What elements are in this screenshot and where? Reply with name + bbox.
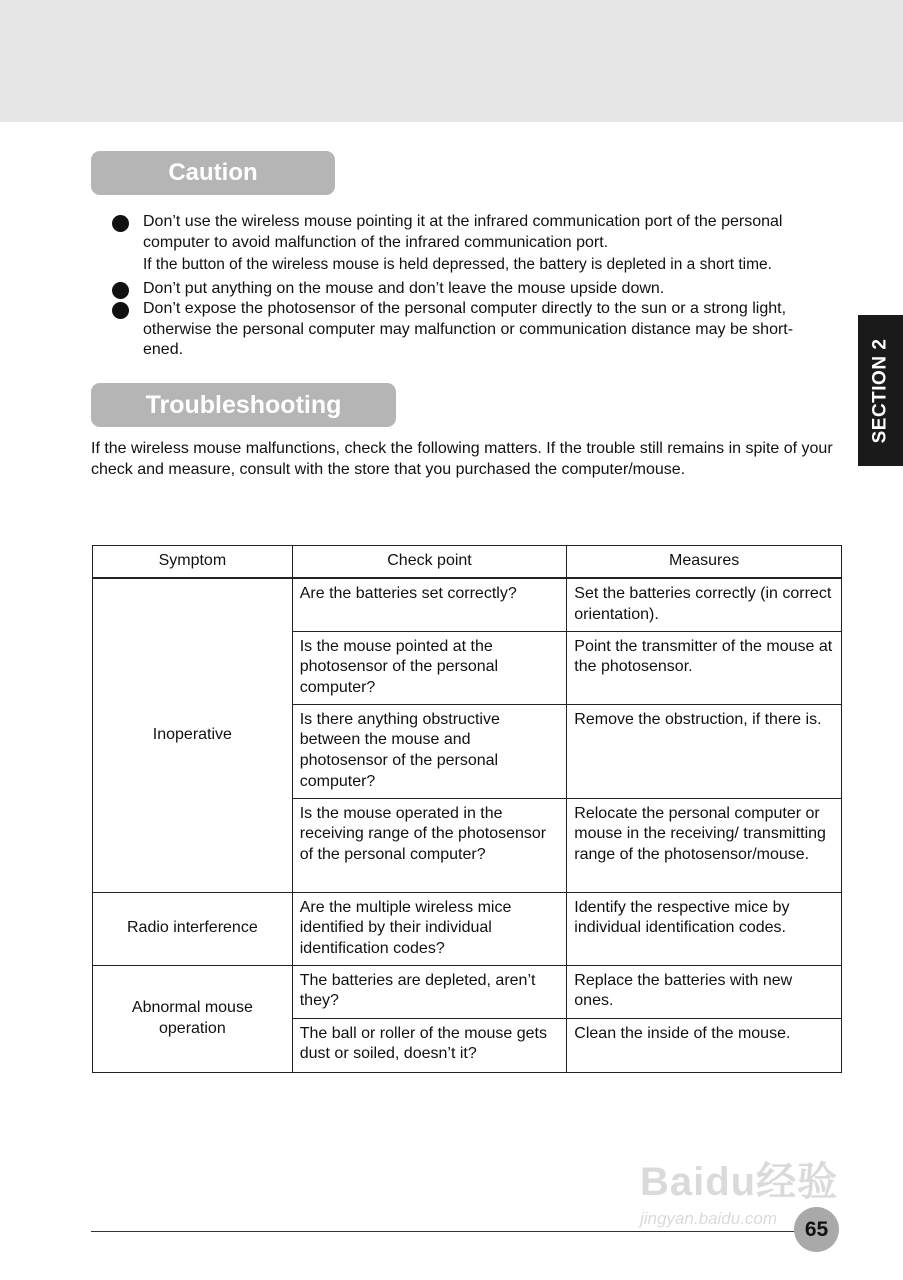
check-point-cell: Are the batteries set correctly?	[292, 578, 567, 631]
section-tab	[858, 315, 903, 466]
check-point-cell: The ball or roller of the mouse gets dust or soiled, doesn’t it?	[292, 1018, 567, 1072]
symptom-cell: Abnormal mouse operation	[93, 965, 293, 1072]
caution-item	[112, 212, 832, 253]
check-point-cell: Are the multiple wireless mice identified by their individual identification codes?	[292, 892, 567, 965]
section-tab-label: SECTION 2	[869, 338, 891, 443]
column-header-check-point: Check point	[292, 546, 567, 579]
caution-item	[112, 299, 832, 361]
caution-subnote-text: If the button of the wireless mouse is held depressed, the battery is depleted in a short time.	[143, 256, 772, 273]
caution-subnote	[112, 255, 832, 276]
column-header-measures: Measures	[567, 546, 842, 579]
table-row	[93, 578, 842, 631]
troubleshooting-table	[92, 545, 842, 1073]
troubleshooting-title: Troubleshooting	[145, 390, 342, 419]
check-point-cell: The batteries are depleted, aren’t they?	[292, 965, 567, 1018]
caution-title: Caution	[168, 159, 258, 186]
check-point-cell: Is there anything obstructive between the mouse and photosensor of the personal computer?	[292, 704, 567, 798]
caution-item	[112, 279, 832, 300]
symptom-cell: Radio interference	[93, 892, 293, 965]
bullet-dot-icon	[112, 215, 129, 232]
measure-cell: Relocate the personal computer or mouse in the receiving/ transmitting range of the photosensor/mouse.	[567, 798, 842, 892]
footer-rule	[91, 1231, 813, 1232]
measure-cell: Clean the inside of the mouse.	[567, 1018, 842, 1072]
table-row	[93, 965, 842, 1018]
top-gray-band	[0, 0, 903, 122]
bullet-dot-icon	[112, 282, 129, 299]
symptom-cell: Inoperative	[93, 578, 293, 892]
measure-cell: Point the transmitter of the mouse at the photosensor.	[567, 631, 842, 704]
measure-cell: Set the batteries correctly (in correct orientation).	[567, 578, 842, 631]
table-header-row	[93, 546, 842, 579]
caution-item-text: Don’t expose the photosensor of the personal computer directly to the sun or a strong light, otherwise the personal computer may malfunction or communication distance may be short-ened.	[143, 300, 794, 358]
page-number: 65	[804, 1217, 829, 1241]
measure-cell: Identify the respective mice by individual identification codes.	[567, 892, 842, 965]
troubleshooting-heading	[91, 383, 396, 427]
caution-list	[112, 212, 832, 361]
caution-item-text: Don’t put anything on the mouse and don’t leave the mouse upside down.	[143, 279, 665, 297]
column-header-symptom: Symptom	[93, 546, 293, 579]
check-point-cell: Is the mouse pointed at the photosensor of the personal computer?	[292, 631, 567, 704]
bullet-dot-icon	[112, 302, 129, 319]
measure-cell: Remove the obstruction, if there is.	[567, 704, 842, 798]
troubleshooting-intro: If the wireless mouse malfunctions, check the following matters. If the trouble still remains in spite of your check and measure, consult with the store that you purchased the computer/mouse.	[91, 440, 833, 478]
caution-heading	[91, 151, 335, 195]
page-number-badge	[794, 1207, 839, 1252]
watermark-url: jingyan.baidu.com	[640, 1209, 778, 1228]
watermark-logo: Baidu经验	[640, 1160, 839, 1204]
caution-item-text: Don’t use the wireless mouse pointing it at the infrared communication port of the personal computer to avoid malfunction of the infrared communication port.	[143, 213, 783, 251]
measure-cell: Replace the batteries with new ones.	[567, 965, 842, 1018]
check-point-cell: Is the mouse operated in the receiving range of the photosensor of the personal computer?	[292, 798, 567, 892]
table-row	[93, 892, 842, 965]
